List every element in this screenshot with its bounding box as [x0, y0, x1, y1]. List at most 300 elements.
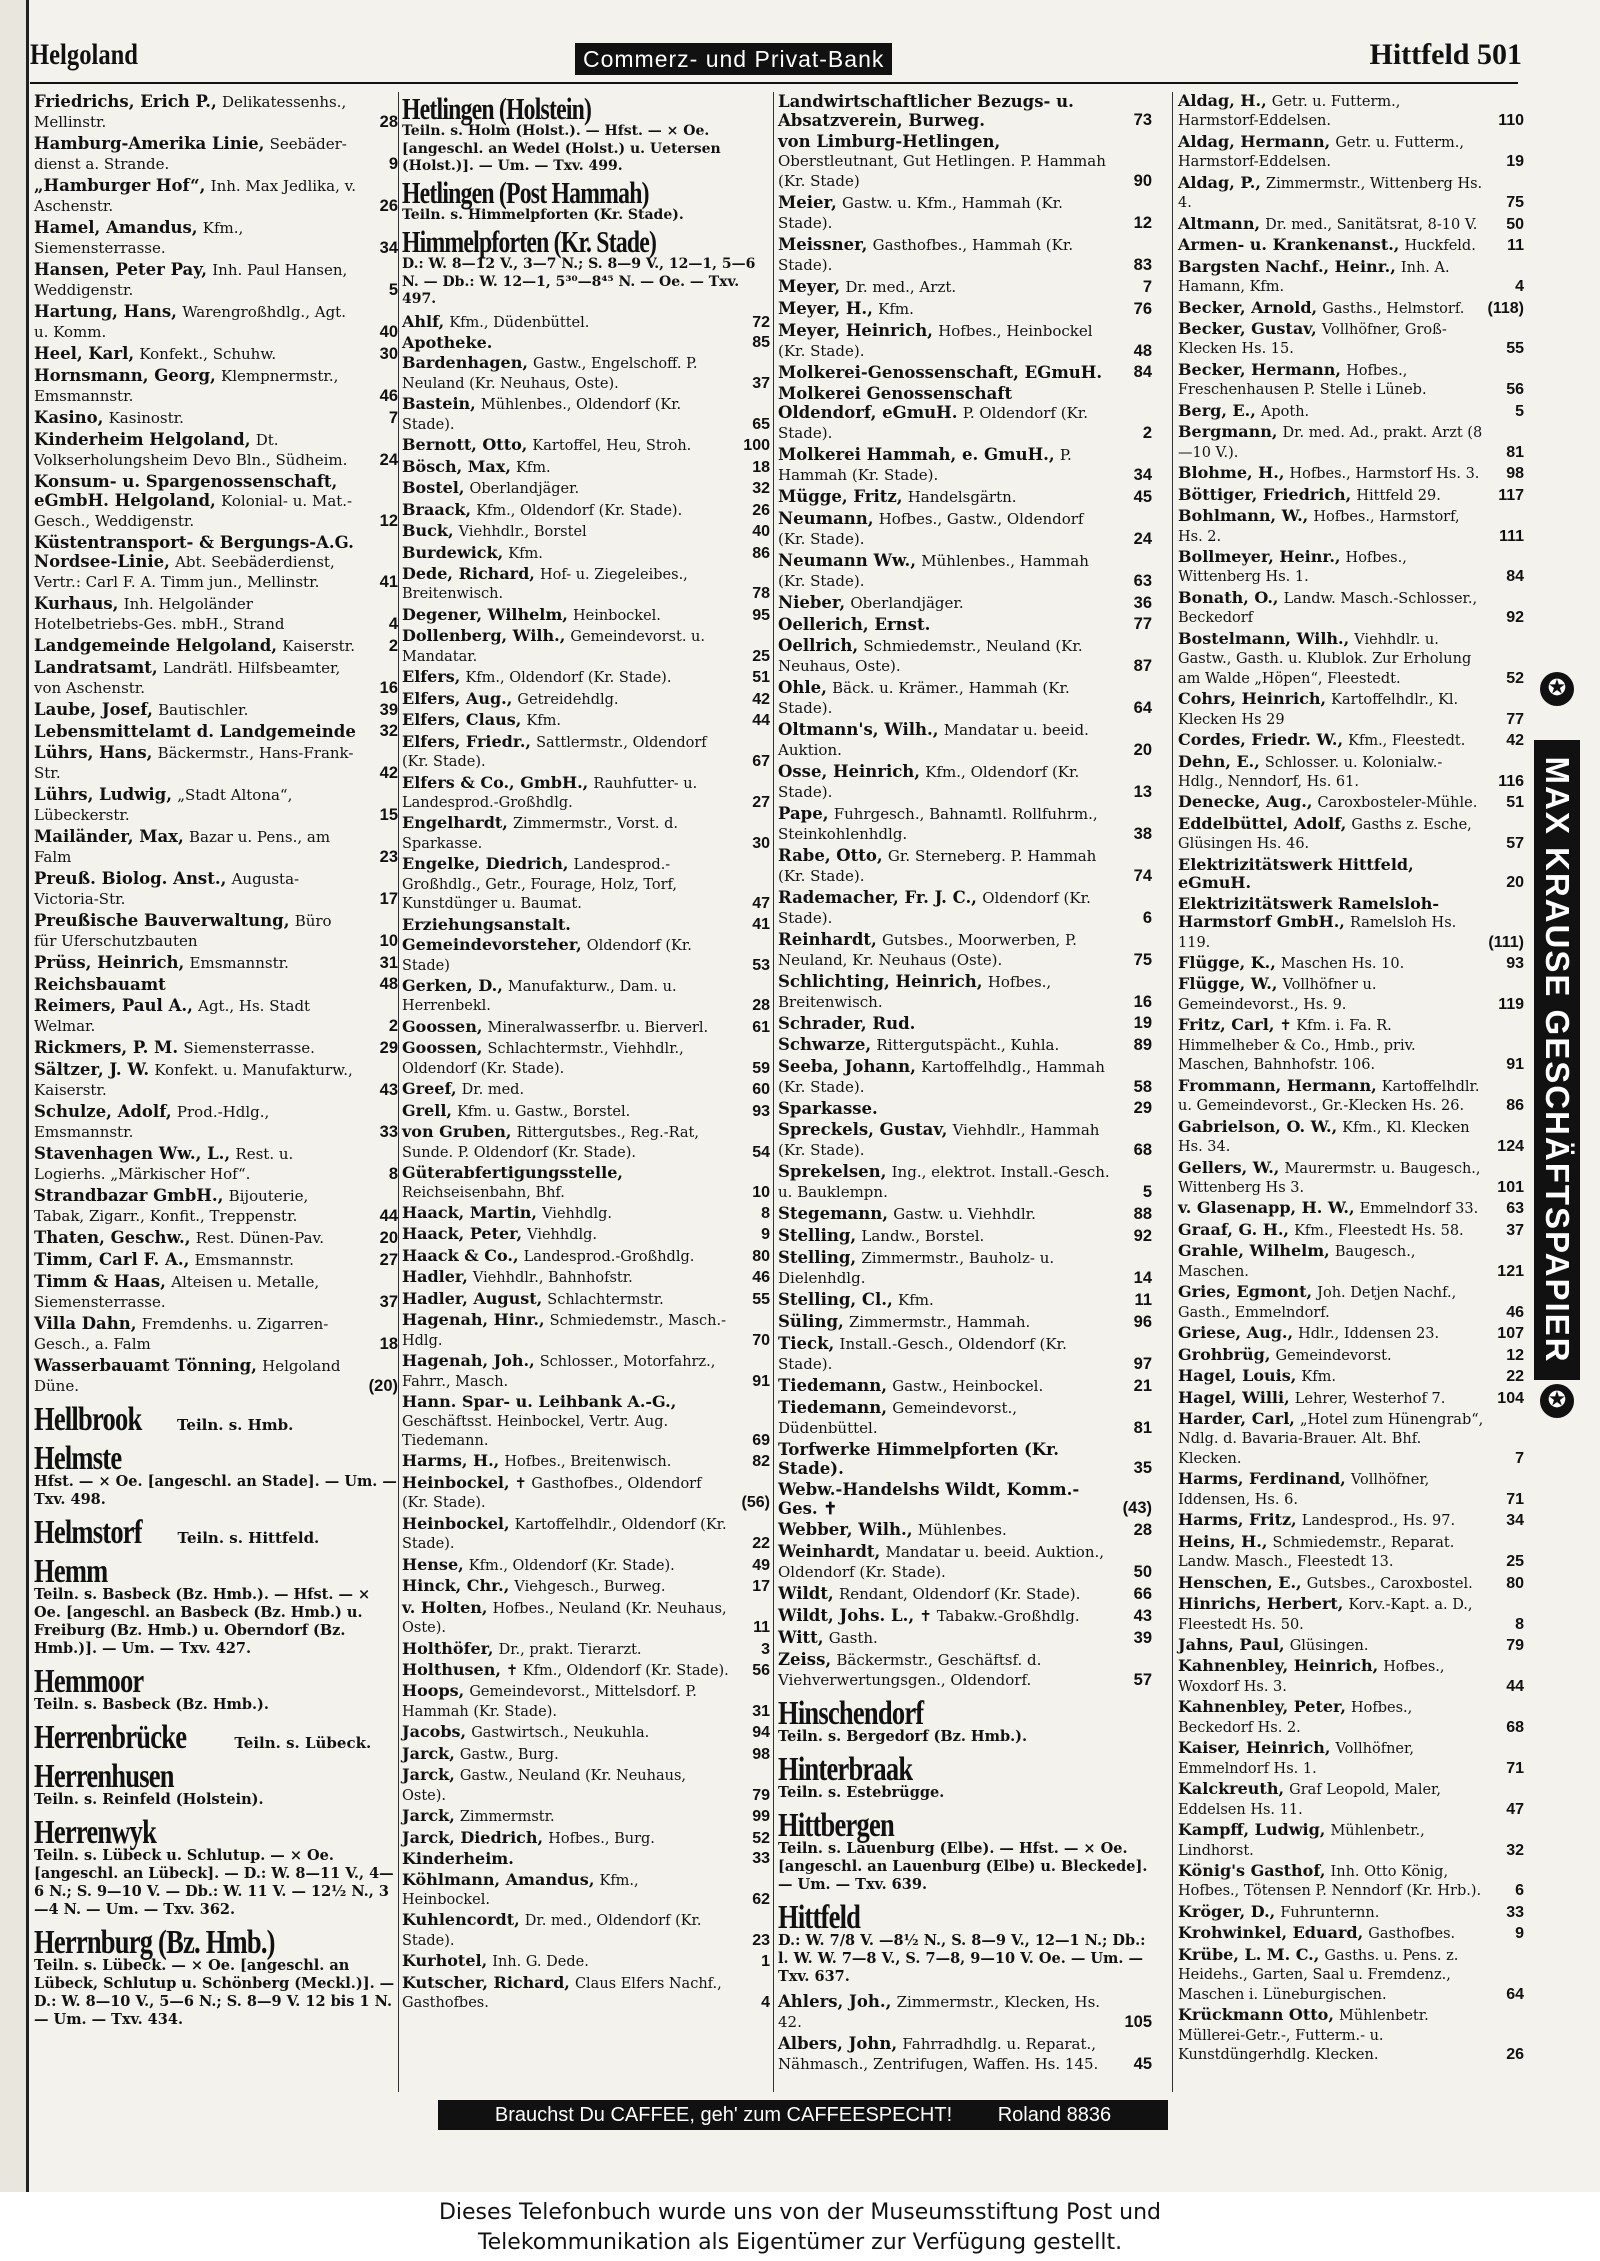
phone-number: 49 — [752, 1556, 770, 1574]
entry-name: Nieber, — [778, 593, 846, 612]
entry-name: Hamburg-Amerika Linie, — [34, 134, 265, 153]
entry-name: Graaf, G. H., — [1178, 1219, 1289, 1239]
phone-number: 37 — [752, 374, 770, 392]
phone-number: 69 — [752, 1432, 770, 1449]
entry-description: Mühlenbes., Oldendorf (Kr. Stade). — [402, 397, 682, 433]
directory-entry — [402, 1952, 770, 1971]
entry-description: Getr. u. Futterm., Harmstorf-Eddelsen. — [1178, 134, 1464, 171]
phone-number: 21 — [1133, 1377, 1152, 1395]
entry-description: Hofbes., Heinbockel (Kr. Stade). — [778, 322, 1093, 360]
entry-name: Oellrich, — [778, 636, 859, 655]
entry-description: Kfm., Fleestedt Hs. 58. — [1294, 1222, 1464, 1239]
entry-description: Dr. med. Ad., prakt. Arzt (8—10 V.). — [1178, 425, 1483, 461]
directory-entry — [402, 395, 770, 434]
directory-entry — [402, 313, 770, 332]
phone-number: 1 — [761, 1953, 770, 1971]
entry-description: Rittergutsbes., Reg.-Rat, Sunde. P. Oldendorf (Kr. Stade). — [402, 1125, 699, 1161]
entry-name: Dollenberg, Wilh., — [402, 626, 566, 646]
entry-description: Ing., elektrot. Install.-Gesch. u. Bauklempn. — [778, 1163, 1110, 1201]
entry-name: Cohrs, Heinrich, — [1178, 689, 1327, 709]
entry-name: Elektrizitätswerk Hittfeld, eGmuH. — [1178, 854, 1414, 893]
phone-number: 68 — [1133, 1141, 1152, 1159]
phone-number: 32 — [379, 722, 398, 740]
phone-number: 24 — [379, 451, 398, 469]
entry-description: ✝ Tabakw.-Großhdlg. — [919, 1607, 1080, 1625]
directory-entry — [1178, 320, 1524, 359]
entry-description: Konfekt. u. Manufakturw., Kaiserstr. — [34, 1061, 353, 1099]
entry-name: Kahnenbley, Peter, — [1178, 1697, 1346, 1717]
header-right-place-page: Hittfeld 501 — [1369, 38, 1522, 71]
directory-entry — [778, 1035, 1152, 1055]
directory-entry — [1178, 753, 1524, 792]
entry-description: Gemeindevorst., Mittelsdorf. P. Hammah (Kr. Stade). — [402, 1684, 697, 1720]
entry-name: Jarck, — [402, 1743, 455, 1763]
entry-description: Warengroßhdlg., Agt. u. Komm. — [34, 303, 346, 341]
directory-entry — [402, 1290, 770, 1309]
phone-number: 100 — [743, 437, 770, 455]
entry-name: Wasserbauamt Tönning, — [34, 1356, 257, 1375]
place-heading — [34, 1401, 398, 1438]
directory-entry — [1178, 1346, 1524, 1365]
directory-entry — [402, 1102, 770, 1121]
phone-number: 88 — [1133, 1205, 1152, 1223]
phone-number: 23 — [379, 848, 398, 866]
directory-entry — [1178, 1946, 1524, 2004]
phone-number: 28 — [752, 997, 770, 1015]
directory-entry — [778, 615, 1152, 634]
entry-description: Hofbes., Gastw., Oldendorf (Kr. Stade). — [778, 510, 1084, 548]
entry-description: Oldendorf (Kr. Stade) — [402, 938, 692, 974]
directory-entry — [1178, 1739, 1524, 1778]
directory-entry — [402, 1974, 770, 2013]
entry-name: Dehn, E., — [1178, 751, 1260, 771]
phone-number: 44 — [379, 1207, 398, 1225]
phone-number: 58 — [1133, 1078, 1152, 1096]
entry-description: Siemensterrasse. — [183, 1039, 315, 1057]
directory-entry — [778, 1992, 1152, 2032]
phone-number: 71 — [1506, 1759, 1524, 1777]
entry-description: Heinbockel. — [572, 607, 661, 624]
directory-entry — [402, 1766, 770, 1805]
phone-number: 61 — [752, 1018, 770, 1036]
phone-number: 45 — [1133, 2055, 1152, 2073]
phone-number: 44 — [1506, 1677, 1524, 1695]
phone-number: 86 — [752, 544, 770, 562]
entry-name: Elfers, Friedr., — [402, 731, 531, 751]
directory-entry — [402, 1268, 770, 1287]
entry-name: Meissner, — [778, 235, 868, 254]
entry-name: Prüss, Heinrich, — [34, 953, 185, 972]
phone-number: 2 — [1142, 424, 1152, 442]
entry-description: Kfm., Oldendorf (Kr. Stade). — [778, 763, 1080, 801]
entry-name: Bollmeyer, Heinr., — [1178, 546, 1341, 566]
place-heading — [778, 1899, 1152, 1986]
directory-entry — [402, 627, 770, 666]
entry-name: Oltmann's, Wilh., — [778, 720, 939, 739]
entry-name: Elfers, — [402, 667, 461, 687]
directory-entry — [34, 92, 398, 132]
phone-number: 22 — [1506, 1368, 1524, 1386]
entry-name: Blohme, H., — [1178, 463, 1285, 483]
entry-name: Becker, Arnold, — [1178, 297, 1318, 317]
entry-name: Schrader, Rud. — [778, 1014, 916, 1033]
entry-name: Heinbockel, — [402, 1513, 510, 1533]
directory-entry — [1178, 1924, 1524, 1943]
entry-description: Kfm. — [878, 300, 914, 318]
entry-name: Hagenah, Joh., — [402, 1351, 535, 1371]
entry-description: Gemeindevorst. u. Mandatar. — [402, 629, 705, 665]
ownership-notice — [0, 2192, 1600, 2261]
entry-name: Hense, — [402, 1554, 464, 1574]
entry-description: Kartoffelhdlr. u. Gemeindevorst., Gr.-Klecken Hs. 26. — [1178, 1078, 1480, 1115]
phone-number: 7 — [1142, 278, 1152, 296]
directory-entry — [1178, 1221, 1524, 1240]
entry-name: Kinderheim. — [402, 1849, 514, 1869]
directory-entry — [402, 1911, 770, 1950]
directory-entry — [402, 1247, 770, 1266]
entry-description: Huckfeld. — [1404, 238, 1476, 255]
directory-entry — [34, 1250, 398, 1270]
entry-name: Schlichting, Heinrich, — [778, 972, 983, 991]
phone-number: 53 — [752, 956, 770, 974]
sidebar-ad — [1534, 740, 1580, 1380]
directory-entry — [34, 1102, 398, 1142]
phone-number: 34 — [1506, 1512, 1524, 1530]
phone-number: 72 — [752, 313, 770, 331]
entry-name: Kröger, D., — [1178, 1901, 1276, 1921]
entry-description: Seebäder-dienst a. Strande. — [34, 135, 347, 173]
phone-number: 11 — [1507, 237, 1524, 255]
entry-description: P. Oldendorf (Kr. Stade). — [778, 404, 1089, 442]
phone-number: 9 — [761, 1226, 770, 1244]
directory-entry — [778, 1398, 1152, 1438]
phone-number: 90 — [1133, 172, 1152, 190]
place-details: Teiln. s. Reinfeld (Holstein). — [34, 1791, 264, 1808]
entry-description: Landw., Borstel. — [861, 1227, 985, 1245]
entry-description: Viehhdlr. u. Gastw., Gasth. u. Klublok. Zur Erholung am Walde „Höpen“, Fleestedt. — [1178, 631, 1472, 687]
directory-entry — [34, 658, 398, 698]
entry-description: Gemeindevorst., Düdenbüttel. — [778, 1399, 1018, 1437]
phone-number: 121 — [1497, 1262, 1524, 1280]
entry-description: Vollhöfner, Iddensen, Hs. 6. — [1178, 1472, 1430, 1508]
entry-description: Bijouterie, Tabak, Zigarr., Konfit., Treppenstr. — [34, 1187, 309, 1225]
phone-number: 50 — [1133, 1563, 1152, 1581]
entry-name: Bösch, Max, — [402, 456, 511, 476]
entry-description: Dr. med. — [461, 1082, 525, 1099]
directory-entry — [778, 930, 1152, 970]
directory-entry — [34, 408, 398, 428]
entry-description: Landesprod., Hs. 97. — [1301, 1513, 1456, 1530]
phone-number: 7 — [1515, 1449, 1524, 1467]
entry-name: Bonath, O., — [1178, 587, 1279, 607]
directory-entry — [778, 1248, 1152, 1288]
directory-entry — [1178, 1283, 1524, 1322]
entry-name: v. Holten, — [402, 1597, 488, 1617]
place-details: Hfst. — × Oe. [angeschl. an Stade]. — Um. — Txv. 498. — [34, 1473, 397, 1508]
entry-description: Kfm., Siemensterrasse. — [34, 219, 244, 257]
phone-number: 22 — [752, 1535, 770, 1553]
entry-name: Cordes, Friedr. W., — [1178, 730, 1344, 750]
directory-entry — [402, 1515, 770, 1554]
directory-entry — [402, 1640, 770, 1659]
entry-name: Weinhardt, — [778, 1542, 881, 1561]
phone-number: 104 — [1497, 1389, 1524, 1407]
directory-entry — [402, 916, 770, 934]
directory-entry — [402, 458, 770, 477]
directory-entry — [34, 472, 398, 531]
phone-number: 5 — [1515, 402, 1524, 420]
entry-name: Holthöfer, — [402, 1638, 494, 1658]
directory-entry — [34, 785, 398, 825]
star-icon: ✪ — [1540, 672, 1574, 706]
phone-number: 42 — [379, 764, 398, 782]
directory-entry — [1178, 1016, 1524, 1074]
entry-name: Albers, John, — [778, 2034, 898, 2053]
directory-entry — [1178, 690, 1524, 729]
entry-description: Viehhdlg. — [527, 1227, 598, 1244]
entry-name: Mügge, Fritz, — [778, 487, 903, 506]
entry-name: Webber, Wilh., — [778, 1520, 913, 1539]
phone-number: 8 — [1515, 1615, 1524, 1633]
entry-description: Apoth. — [1260, 403, 1310, 420]
directory-entry — [402, 668, 770, 687]
place-name: Hinterbraak — [778, 1751, 913, 1788]
directory-entry — [402, 1829, 770, 1848]
directory-entry — [778, 804, 1152, 844]
entry-name: Sparkasse. — [778, 1099, 878, 1118]
entry-name: Kurhaus, — [34, 594, 119, 613]
entry-description: Claus Elfers Nachf., Gasthofbes. — [402, 1975, 722, 2012]
directory-entry — [778, 1606, 1152, 1626]
place-heading — [34, 1663, 398, 1714]
entry-name: Heel, Karl, — [34, 344, 135, 363]
phone-number: 19 — [1506, 153, 1524, 171]
directory-entry — [1178, 1199, 1524, 1218]
entry-description: Rittergutspächt., Kuhla. — [876, 1036, 1060, 1054]
entry-name: Küstentransport- & Bergungs-A.G. Nordsee-Linie, — [34, 533, 354, 571]
entry-name: Stelling, Cl., — [778, 1290, 893, 1309]
entry-description: Dr. med., Oldendorf (Kr. Stade). — [402, 1913, 702, 1949]
phone-number: 105 — [1124, 2013, 1152, 2031]
phone-number: 28 — [379, 113, 398, 131]
entry-description: Gastw. u. Viehhdlr. — [893, 1205, 1036, 1223]
entry-description: Hofbes., Breitenwisch. — [504, 1454, 672, 1471]
phone-number: 10 — [752, 1183, 770, 1201]
entry-name: Meyer, Heinrich, — [778, 321, 933, 340]
entry-name: Hagenah, Hinr., — [402, 1310, 545, 1330]
entry-description: Gastw., Burg. — [459, 1746, 559, 1763]
directory-entry — [778, 92, 1152, 130]
entry-name: Greef, — [402, 1079, 457, 1099]
entry-description: Schmiedemstr., Masch.-Hdlg. — [402, 1313, 726, 1349]
phone-number: 70 — [752, 1331, 770, 1349]
entry-name: Gabrielson, O. W., — [1178, 1116, 1338, 1136]
directory-entry — [402, 1080, 770, 1099]
directory-entry — [778, 1014, 1152, 1033]
entry-description: Fahrradhdlg. u. Reparat., Nähmasch., Zentrifugen, Waffen. Hs. 145. — [778, 2035, 1099, 2073]
column-3 — [778, 92, 1152, 2076]
directory-entry — [402, 1577, 770, 1596]
entry-name: Landgemeinde Helgoland, — [34, 636, 277, 655]
directory-entry — [402, 855, 770, 913]
phone-number: 81 — [1133, 1419, 1152, 1437]
entry-name: von Limburg-Hetlingen, — [778, 132, 1001, 151]
directory-entry — [1178, 464, 1524, 483]
phone-number: 54 — [752, 1143, 770, 1161]
place-heading — [34, 1758, 398, 1809]
directory-entry — [402, 1018, 770, 1037]
footer-ad — [438, 2100, 1168, 2130]
directory-entry — [402, 1039, 770, 1078]
entry-name: Pape, — [778, 804, 829, 823]
directory-entry — [402, 522, 770, 541]
phone-number: 43 — [1133, 1607, 1152, 1625]
entry-name: Köhlmann, Amandus, — [402, 1869, 595, 1889]
phone-number: 85 — [752, 333, 770, 351]
directory-entry — [402, 814, 770, 853]
entry-description: Gutsbes., Moorwerben, P. Neuland, Kr. Neuhaus (Oste). — [778, 931, 1077, 969]
directory-entry — [1178, 548, 1524, 587]
entry-name: Ahlf, — [402, 311, 445, 331]
entry-description: Kfm. — [1301, 1369, 1336, 1386]
entry-name: Hansen, Peter Pay, — [34, 260, 207, 279]
entry-name: Goossen, — [402, 1038, 483, 1058]
entry-description: Kfm. — [516, 459, 551, 476]
entry-description: Gemeindevorst. — [1275, 1347, 1392, 1364]
entry-description: Inh. Max Jedlika, v. Aschenstr. — [34, 177, 357, 215]
directory-entry — [1178, 507, 1524, 546]
entry-name: Tiedemann, — [778, 1398, 887, 1417]
entry-name: Gemeindevorsteher, — [402, 935, 582, 955]
entry-name: Heins, H., — [1178, 1531, 1268, 1551]
phone-number: 11 — [1134, 1291, 1152, 1309]
directory-entry — [34, 827, 398, 867]
entry-name: Reinhardt, — [778, 930, 877, 949]
entry-name: von Gruben, — [402, 1122, 512, 1142]
entry-description: Gastw., Neuland (Kr. Neuhaus, Oste). — [402, 1768, 687, 1804]
phone-number: 84 — [1133, 363, 1152, 381]
place-details: Teiln. s. Lauenburg (Elbe). — Hfst. — × Oe. [angeschl. an Lauenburg (Elbe) u. Bleckede]. — Um. — Txv. 639. — [778, 1840, 1148, 1893]
entry-description: Schlachtermstr. — [547, 1291, 664, 1308]
phone-number: 15 — [379, 806, 398, 824]
entry-name: Jacobs, — [402, 1722, 467, 1742]
phone-number: 64 — [1506, 1985, 1524, 2003]
directory-entry — [1178, 1077, 1524, 1116]
directory-entry — [778, 445, 1152, 485]
place-name: Herrenhusen — [34, 1758, 174, 1795]
directory-entry — [1178, 1410, 1524, 1468]
phone-number: (56) — [741, 1494, 770, 1512]
entry-name: Bergmann, — [1178, 422, 1278, 442]
directory-entry — [402, 711, 770, 730]
phone-number: 39 — [379, 701, 398, 719]
phone-number: 78 — [752, 585, 770, 603]
phone-number: 44 — [752, 712, 770, 730]
entry-name: Preußische Bauverwaltung, — [34, 911, 290, 930]
place-details: Teiln. s. Holm (Holst.). — Hfst. — × Oe. [angeschl. an Wedel (Holst.) u. Uetersen (Holst.)]. — Um. — Txv. 499. — [402, 123, 721, 175]
entry-description: Rendant, Oldendorf (Kr. Stade). — [838, 1585, 1081, 1603]
directory-entry — [1178, 1389, 1524, 1408]
phone-number: 9 — [388, 155, 398, 173]
entry-description: Klempnermstr., Emsmannstr. — [34, 367, 339, 405]
entry-name: Wildt, Johs. L., — [778, 1606, 915, 1625]
phone-number: 79 — [1506, 1636, 1524, 1654]
entry-name: Bostel, — [402, 478, 465, 498]
phone-number: 48 — [1133, 342, 1152, 360]
phone-number: 34 — [1133, 466, 1152, 484]
phone-number: 39 — [1133, 1629, 1152, 1647]
directory-entry — [1178, 133, 1524, 172]
phone-number: 20 — [1506, 874, 1524, 892]
phone-number: 93 — [1506, 955, 1524, 973]
directory-entry — [402, 1352, 770, 1391]
entry-description: Fremdenhs. u. Zigarren-Gesch., a. Falm — [34, 1315, 329, 1353]
entry-name: Timm & Haas, — [34, 1272, 166, 1291]
entry-description: Bazar u. Pens., am Falm — [34, 828, 331, 866]
entry-name: Jarck, — [402, 1765, 455, 1785]
entry-name: Haack, Martin, — [402, 1203, 537, 1223]
place-name: Hemm — [34, 1553, 108, 1590]
entry-description: Kartoffelhdlg., Hammah (Kr. Stade). — [778, 1058, 1105, 1096]
entry-description: Kasinostr. — [108, 409, 184, 427]
entry-name: Bastein, — [402, 394, 476, 414]
phone-number: 56 — [1506, 381, 1524, 399]
directory-entry — [1178, 1595, 1524, 1634]
entry-name: Zeiss, — [778, 1650, 832, 1669]
entry-name: Tiedemann, — [778, 1376, 887, 1395]
directory-entry — [34, 1038, 398, 1058]
entry-name: Hadler, — [402, 1267, 468, 1287]
entry-description: Hittfeld 29. — [1356, 487, 1441, 504]
phone-number: 2 — [388, 637, 398, 655]
entry-name: Tieck, — [778, 1334, 835, 1353]
directory-entry — [1178, 1821, 1524, 1860]
phone-number: 62 — [752, 1890, 770, 1908]
entry-name: Lührs, Ludwig, — [34, 785, 172, 804]
entry-name: Hann. Spar- u. Leihbank A.-G., — [402, 1392, 677, 1412]
entry-description: Kfm., Düdenbüttel. — [449, 314, 590, 331]
phone-number: 107 — [1497, 1325, 1524, 1343]
entry-name: Witt, — [778, 1628, 824, 1647]
phone-number: 28 — [1133, 1521, 1152, 1539]
entry-name: Dede, Richard, — [402, 563, 535, 583]
directory-entry — [778, 1312, 1152, 1332]
directory-entry — [402, 479, 770, 498]
directory-entry — [402, 354, 770, 393]
entry-description: Zimmermstr., Hammah. — [848, 1313, 1031, 1331]
entry-name: „Hamburger Hof“, — [34, 176, 206, 195]
directory-entry — [1178, 954, 1524, 973]
entry-description: Inh. A. Hamann, Kfm. — [1178, 259, 1450, 296]
entry-name: Stelling, — [778, 1248, 857, 1267]
entry-name: Aldag, H., — [1178, 91, 1267, 110]
entry-name: Stavenhagen Ww., L., — [34, 1144, 231, 1163]
entry-name: Kalckreuth, — [1178, 1779, 1285, 1799]
directory-entry — [34, 743, 398, 783]
entry-name: Eddelbüttel, Adolf, — [1178, 813, 1347, 833]
directory-entry — [34, 869, 398, 909]
phone-number: 124 — [1497, 1138, 1524, 1156]
directory-entry — [402, 1452, 770, 1471]
entry-description: Schlosser. u. Kolonialw.-Hdlg., Nenndorf, Hs. 61. — [1178, 754, 1443, 790]
directory-entry — [34, 218, 398, 258]
place-heading — [402, 175, 770, 225]
phone-number: 12 — [379, 512, 398, 530]
directory-entry — [1178, 1511, 1524, 1530]
entry-name: Meyer, H., — [778, 299, 873, 318]
directory-entry — [34, 344, 398, 364]
entry-name: Laube, Josef, — [34, 700, 153, 719]
